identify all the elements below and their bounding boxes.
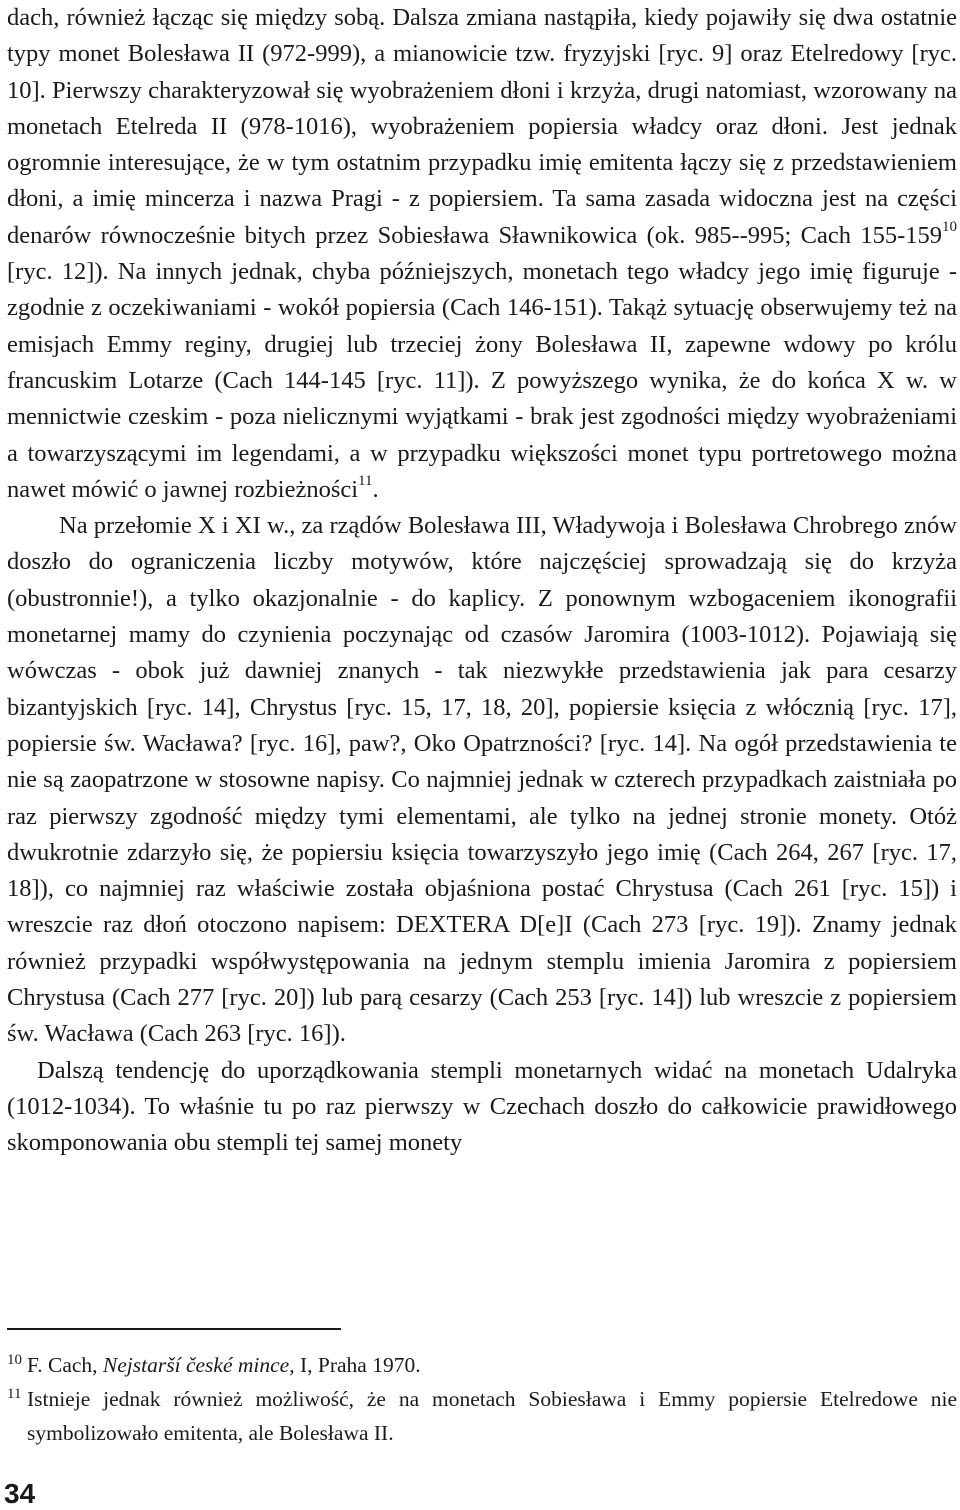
footnote-11 [7,1384,957,1449]
page-body [7,0,957,1162]
footnote-text: Istnieje jednak również możliwość, że na monetach Sobiesława i Emmy popiersie Etelredowe nie symbolizowało emitenta, ale Bolesława II. [27,1387,957,1445]
paragraph-1-end: . [372,475,379,503]
footnote-10 [7,1350,957,1384]
footnote-text: F. Cach, [27,1353,103,1377]
page-number: 34 [4,1478,36,1509]
paragraph-1 [7,0,957,508]
footnote-ref-10[interactable]: 10 [942,218,957,235]
paragraph-3: Dalszą tendencję do uporządkowania stempli monetarnych widać na monetach Udalryka (1012-1034). To właśnie tu po raz pierwszy w Czechach doszło do całkowicie prawidłowego skomponowania obu stempli tej samej monety [7,1056,957,1157]
footnote-number: 11 [7,1386,22,1402]
paragraph-1-tail: [ryc. 12]). Na innych jednak, chyba późniejszych, monetach tego władcy jego imię figuruje - zgodnie z oczekiwaniami - wokół popiersia (Cach 146-151). Takąż sytuację obserwujemy też na emisjach Emmy reginy, drugiej lub trzeciej żony Bolesława II, zapewne wdowy po królu francuskim Lotarze (Cach 144-145 [ryc. 11]). Z powyższego wynika, że do końca X w. w mennictwie czeskim - poza nielicznymi wyjątkami - brak jest zgodności między wyobrażeniami a towarzyszącymi im legendami, a w przypadku większości monet typu portretowego można nawet mówić o jawnej rozbieżności [7,258,957,503]
footnote-ref-11[interactable]: 11 [358,472,373,489]
footnote-text-end: , I, Praha 1970. [289,1353,421,1377]
paragraph-2: Na przełomie X i XI w., za rządów Bolesława III, Władywoja i Bolesława Chrobrego znów doszło do ograniczenia liczby motywów, które najczęściej sprowadzają się do krzyża (obustronnie!), a tylko okazjonalnie - do kaplicy. Z ponownym wzbogaceniem ikonografii monetarnej mamy do czynienia poczynając od czasów Jaromira (1003-1012). Pojawiają się wówczas - obok już dawniej znanych - tak niezwykłe przedstawienia jak para cesarzy bizantyjskich [ryc. 14], Chrystus [ryc. 15, 17, 18, 20], popiersie księcia z włócznią [ryc. 17], popiersie św. Wacława? [ryc. 16], paw?, Oko Opatrzności? [ryc. 14]. Na ogół przedstawienia te nie są zaopatrzone w stosowne napisy. Co najmniej jednak w czterech przypadkach zaistniała po raz pierwszy zgodność między tymi elementami, ale tylko na jednej stronie monety. Otóż dwukrotnie zdarzyło się, że popiersiu księcia towarzyszyło jego imię (Cach 264, 267 [ryc. 17, 18]), co najmniej raz właściwie została objaśniona postać Chrystusa (Cach 261 [ryc. 15]) i wreszcie raz dłoń otoczono napisem: DEXTERA D[e]I (Cach 273 [ryc. 19]). Znamy jednak również przypadki współwystępowania na jednym stemplu imienia Jaromira z popiersiem Chrystusa (Cach 277 [ryc. 20]) lub parą cesarzy (Cach 253 [ryc. 14]) lub wreszcie z popiersiem św. Wacława (Cach 263 [ryc. 16]). [7,512,957,1048]
footnote-book-title: Nejstarší české mince [102,1353,290,1377]
footnote-separator [7,1328,341,1330]
footnotes [7,1350,957,1449]
main-text [7,0,957,1162]
footnote-number: 10 [7,1352,22,1368]
paragraph-1-text: dach, również łącząc się między sobą. Dalsza zmiana nastąpiła, kiedy pojawiły się dwa ostatnie typy monet Bolesława II (972-999), a mianowicie tzw. fryzyjski [ryc. 9] oraz Etelredowy [ryc. 10]. Pierwszy charakteryzował się wyobrażeniem dłoni i krzyża, drugi natomiast, wzorowany na monetach Etelreda II (978-1016), wyobrażeniem popiersia władcy oraz dłoni. Jest jednak ogromnie interesujące, że w tym ostatnim przypadku imię emitenta łączy się z przedstawieniem dłoni, a imię mincerza i nazwa Pragi - z popiersiem. Ta sama zasada widoczna jest na części denarów równocześnie bitych przez Sobiesława Sławnikowica (ok. 985-‑995; Cach 155-159 [7,4,957,249]
